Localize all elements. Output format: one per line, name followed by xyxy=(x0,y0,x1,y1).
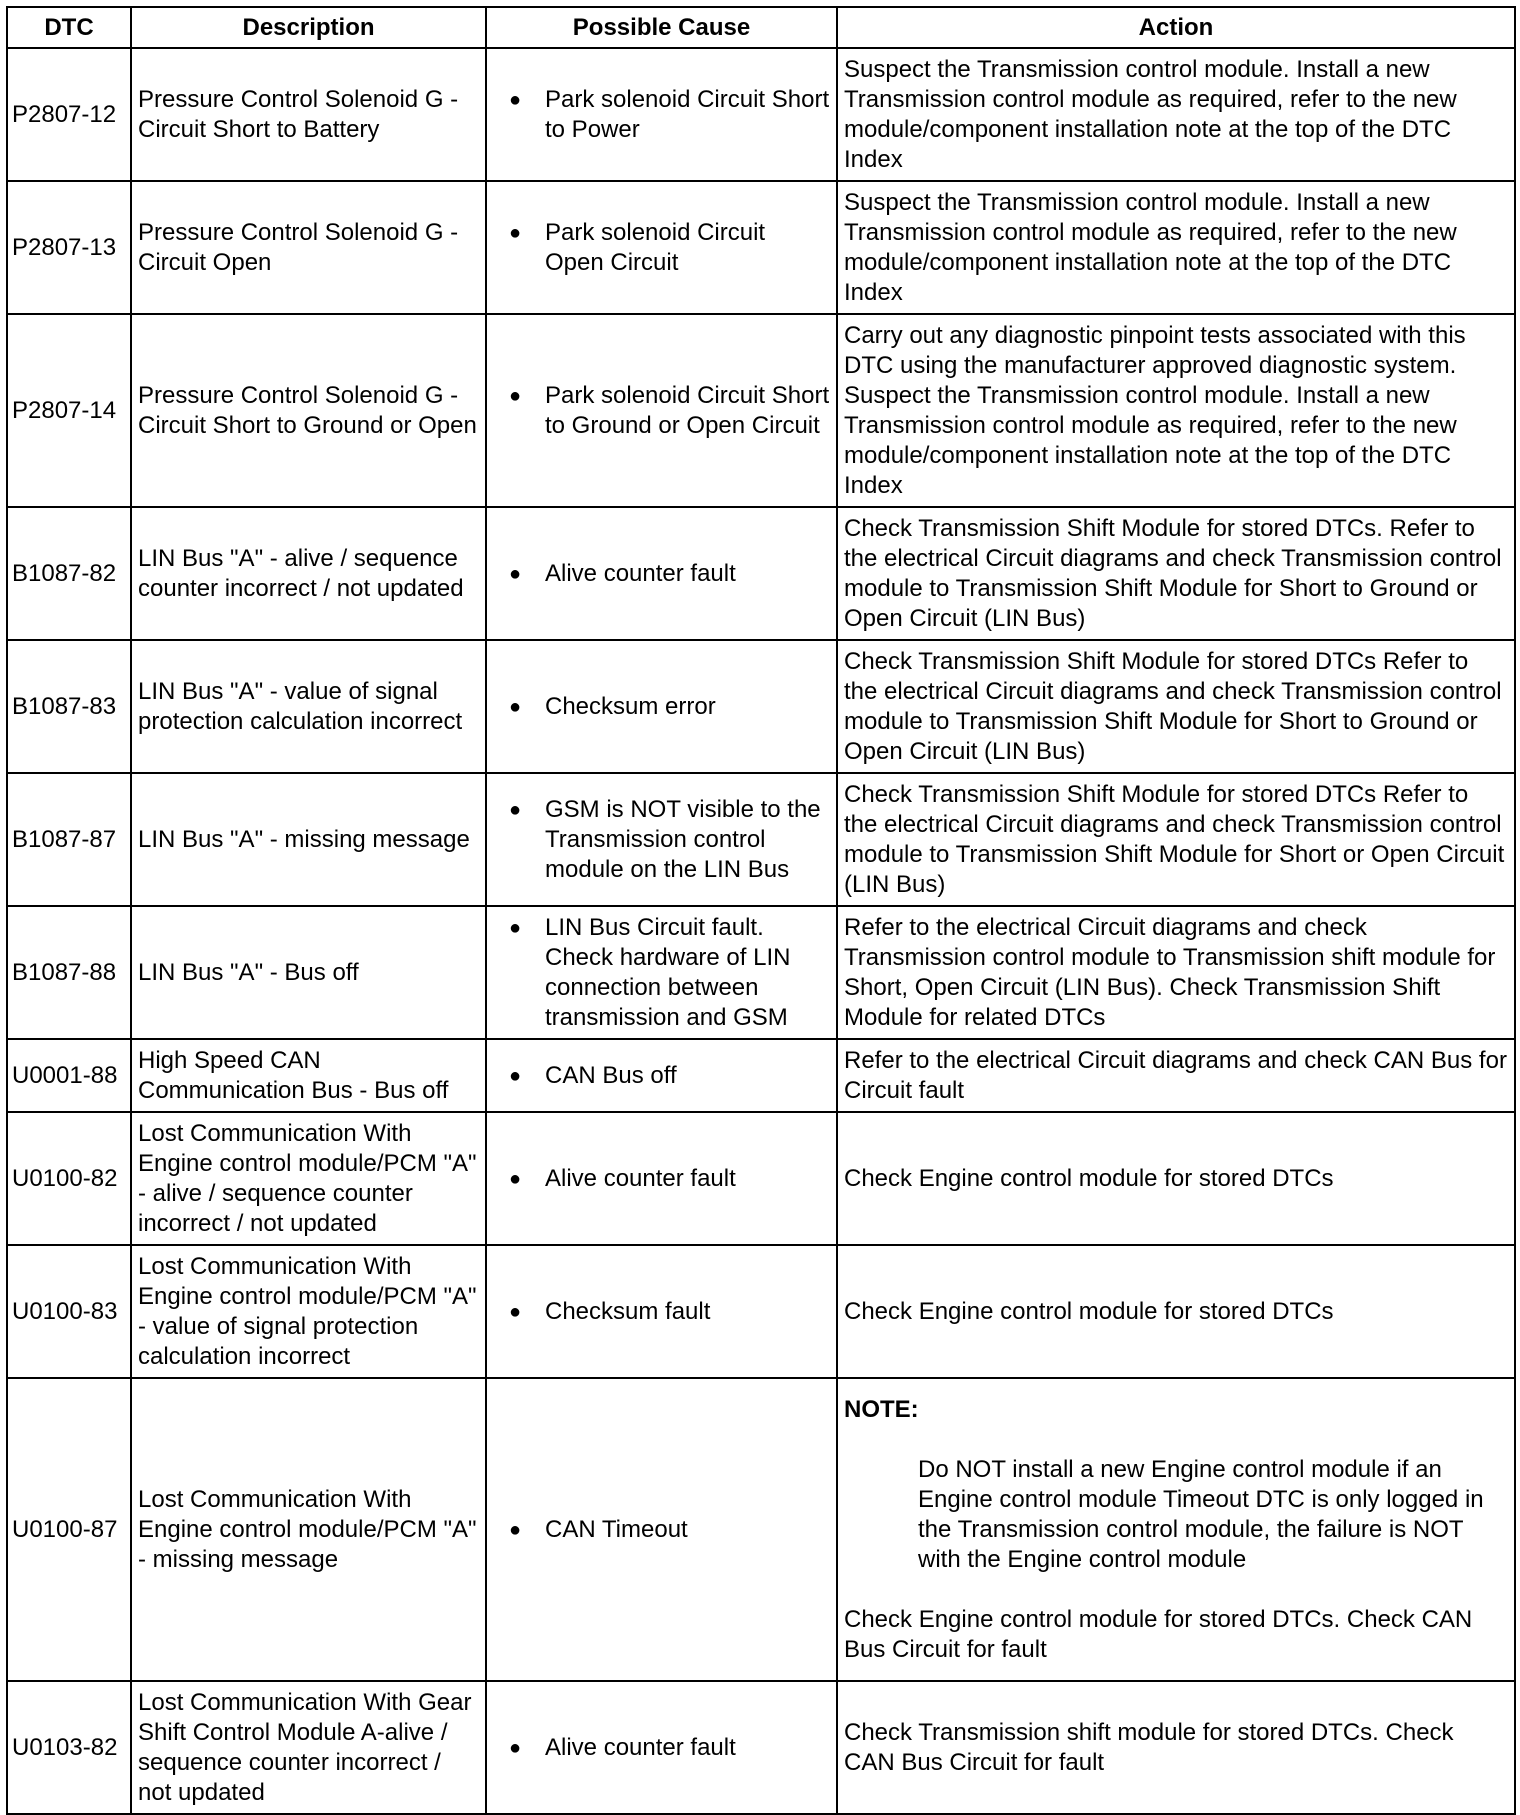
possible-cause xyxy=(486,773,837,906)
action-text: Refer to the electrical Circuit diagrams and check Transmission control module to Transmission shift module for Short, Open Circuit (LIN Bus). Check Transmission Shift Module for related DTCs xyxy=(837,906,1515,1039)
dtc-description: Lost Communication With Engine control module/PCM "A" - alive / sequence counter incorrect / not updated xyxy=(131,1112,486,1245)
bullet-icon: ● xyxy=(509,1518,522,1541)
note-body: Do NOT install a new Engine control module if an Engine control module Timeout DTC is only logged in the Transmission control module, the failure is NOT with the Engine control module xyxy=(918,1455,1484,1573)
action-text: Check Engine control module for stored DTCs xyxy=(837,1245,1515,1378)
table-row xyxy=(7,1112,1515,1245)
dtc-code: U0100-82 xyxy=(7,1112,131,1245)
dtc-description: Lost Communication With Engine control module/PCM "A" - value of signal protection calculation incorrect xyxy=(131,1245,486,1378)
possible-cause xyxy=(486,181,837,314)
cause-text: Checksum fault xyxy=(545,1297,711,1325)
bullet-icon: ● xyxy=(509,695,522,718)
cause-text: Alive counter fault xyxy=(545,559,736,587)
cause-text: Alive counter fault xyxy=(545,1164,736,1192)
dtc-code: P2807-13 xyxy=(7,181,131,314)
possible-cause xyxy=(486,1112,837,1245)
dtc-code: P2807-12 xyxy=(7,48,131,181)
action-text: Check Engine control module for stored DTCs. Check CAN Bus Circuit for fault xyxy=(844,1605,1473,1663)
dtc-description: LIN Bus "A" - Bus off xyxy=(131,906,486,1039)
cause-text: CAN Bus off xyxy=(545,1061,677,1089)
header-possible-cause: Possible Cause xyxy=(486,7,837,48)
action-cell xyxy=(837,1378,1515,1681)
dtc-description: Lost Communication With Engine control module/PCM "A" - missing message xyxy=(131,1378,486,1681)
possible-cause xyxy=(486,314,837,507)
table-row xyxy=(7,507,1515,640)
bullet-icon: ● xyxy=(509,384,522,407)
dtc-description: LIN Bus "A" - alive / sequence counter incorrect / not updated xyxy=(131,507,486,640)
possible-cause xyxy=(486,1039,837,1112)
action-text: Check Transmission shift module for stored DTCs. Check CAN Bus Circuit for fault xyxy=(837,1681,1515,1814)
possible-cause xyxy=(486,48,837,181)
dtc-code: B1087-82 xyxy=(7,507,131,640)
dtc-code: B1087-88 xyxy=(7,906,131,1039)
cause-text: GSM is NOT visible to the Transmission control module on the LIN Bus xyxy=(545,795,821,883)
dtc-description: LIN Bus "A" - value of signal protection calculation incorrect xyxy=(131,640,486,773)
action-text: Check Transmission Shift Module for stored DTCs. Refer to the electrical Circuit diagrams and check Transmission control module to Transmission Shift Module for Short to Ground or Open Circuit (LIN Bus) xyxy=(837,507,1515,640)
table-row xyxy=(7,1378,1515,1681)
table-row xyxy=(7,48,1515,181)
table-row xyxy=(7,314,1515,507)
header-action: Action xyxy=(837,7,1515,48)
bullet-icon: ● xyxy=(509,916,522,939)
dtc-description: Lost Communication With Gear Shift Control Module A-alive / sequence counter incorrect / not updated xyxy=(131,1681,486,1814)
header-row xyxy=(7,7,1515,48)
header-dtc: DTC xyxy=(7,7,131,48)
action-text: Check Engine control module for stored DTCs xyxy=(837,1112,1515,1245)
table-row xyxy=(7,640,1515,773)
bullet-icon: ● xyxy=(509,562,522,585)
action-text: Check Transmission Shift Module for stored DTCs Refer to the electrical Circuit diagrams and check Transmission control module to Transmission Shift Module for Short to Ground or Open Circuit (LIN Bus) xyxy=(837,640,1515,773)
dtc-description: LIN Bus "A" - missing message xyxy=(131,773,486,906)
dtc-code: U0100-83 xyxy=(7,1245,131,1378)
bullet-icon: ● xyxy=(509,1167,522,1190)
dtc-description: Pressure Control Solenoid G - Circuit Short to Ground or Open xyxy=(131,314,486,507)
bullet-icon: ● xyxy=(509,1064,522,1087)
possible-cause xyxy=(486,640,837,773)
dtc-code: U0001-88 xyxy=(7,1039,131,1112)
table-row xyxy=(7,906,1515,1039)
bullet-icon: ● xyxy=(509,1736,522,1759)
table-row xyxy=(7,1245,1515,1378)
action-text: Check Transmission Shift Module for stored DTCs Refer to the electrical Circuit diagrams and check Transmission control module to Transmission Shift Module for Short or Open Circuit (LIN Bus) xyxy=(837,773,1515,906)
table-row xyxy=(7,1039,1515,1112)
table-row xyxy=(7,181,1515,314)
dtc-code: P2807-14 xyxy=(7,314,131,507)
possible-cause xyxy=(486,1245,837,1378)
dtc-table xyxy=(6,6,1516,1815)
note-label: NOTE: xyxy=(844,1395,919,1423)
bullet-icon: ● xyxy=(509,798,522,821)
dtc-code: B1087-87 xyxy=(7,773,131,906)
dtc-code: B1087-83 xyxy=(7,640,131,773)
dtc-description: High Speed CAN Communication Bus - Bus off xyxy=(131,1039,486,1112)
possible-cause xyxy=(486,906,837,1039)
cause-text: CAN Timeout xyxy=(545,1515,688,1543)
cause-text: Park solenoid Circuit Open Circuit xyxy=(545,218,766,276)
dtc-description: Pressure Control Solenoid G - Circuit Short to Battery xyxy=(131,48,486,181)
action-text: Carry out any diagnostic pinpoint tests associated with this DTC using the manufacturer approved diagnostic system. Suspect the Transmission control module. Install a new Transmission control module as required, refer to the new module/component installation note at the top of the DTC Index xyxy=(837,314,1515,507)
bullet-icon: ● xyxy=(509,221,522,244)
bullet-icon: ● xyxy=(509,1300,522,1323)
possible-cause xyxy=(486,1681,837,1814)
cause-text: Park solenoid Circuit Short to Ground or Open Circuit xyxy=(545,381,830,439)
cause-text: LIN Bus Circuit fault. Check hardware of LIN connection between transmission and GSM xyxy=(545,913,791,1031)
dtc-code: U0100-87 xyxy=(7,1378,131,1681)
cause-text: Alive counter fault xyxy=(545,1733,736,1761)
bullet-icon: ● xyxy=(509,88,522,111)
table-row xyxy=(7,1681,1515,1814)
table-row xyxy=(7,773,1515,906)
cause-text: Checksum error xyxy=(545,692,716,720)
possible-cause xyxy=(486,507,837,640)
possible-cause xyxy=(486,1378,837,1681)
action-text: Suspect the Transmission control module. Install a new Transmission control module as required, refer to the new module/component installation note at the top of the DTC Index xyxy=(837,48,1515,181)
dtc-code: U0103-82 xyxy=(7,1681,131,1814)
header-description: Description xyxy=(131,7,486,48)
cause-text: Park solenoid Circuit Short to Power xyxy=(545,85,830,143)
action-text: Suspect the Transmission control module. Install a new Transmission control module as required, refer to the new module/component installation note at the top of the DTC Index xyxy=(837,181,1515,314)
dtc-description: Pressure Control Solenoid G - Circuit Open xyxy=(131,181,486,314)
action-text: Refer to the electrical Circuit diagrams and check CAN Bus for Circuit fault xyxy=(837,1039,1515,1112)
